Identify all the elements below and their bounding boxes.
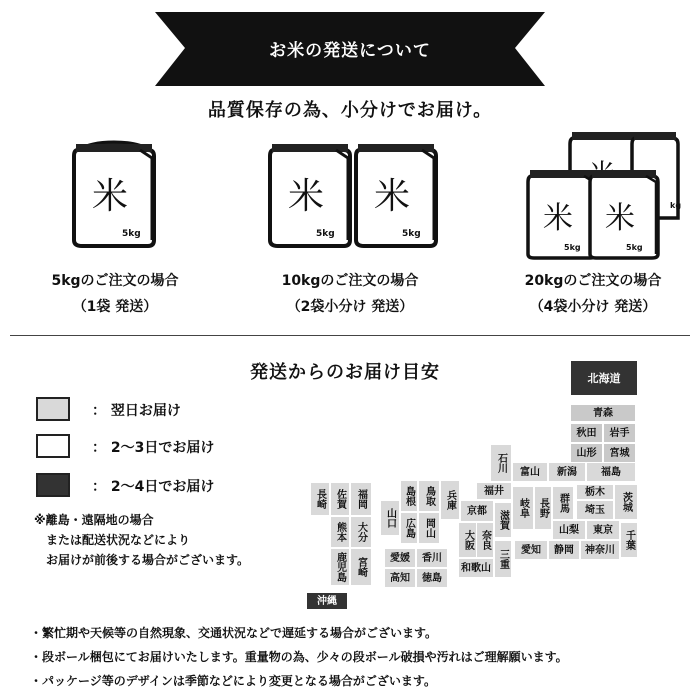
pref-shimane: 島根 (400, 480, 418, 512)
pref-yamaguchi: 山口 (380, 500, 400, 536)
pref-nagano: 長野 (534, 486, 552, 530)
footnote-line: ・パッケージ等のデザインは季節などにより変更となる場合がございます。 (30, 674, 436, 688)
pref-chiba: 千葉 (620, 522, 638, 558)
pref-akita: 秋田 (570, 423, 603, 443)
pref-saga: 佐賀 (330, 482, 350, 516)
page-title: お米の発送について (269, 41, 431, 61)
svg-text:5kg: 5kg (402, 229, 421, 239)
legend-swatch-2-3-days (36, 434, 70, 458)
pref-aomori: 青森 (570, 404, 636, 422)
legend-label-2-3-days: ： 2～3日でお届け (92, 440, 215, 456)
pref-kagawa: 香川 (416, 548, 448, 568)
pref-tokyo: 東京 (586, 520, 620, 540)
legend-label-2-4-days: ： 2～4日でお届け (92, 479, 215, 495)
pref-miyagi: 宮城 (603, 443, 636, 463)
pref-miyazaki: 宮崎 (350, 548, 372, 586)
pref-gifu: 岐阜 (512, 486, 534, 530)
option-sub-20kg: （4袋小分け 発送） (529, 299, 657, 315)
rice-bag (70, 140, 158, 252)
pref-nara: 奈良 (476, 522, 494, 558)
option-title-20kg: 20kgのご注文の場合 (524, 273, 662, 289)
pref-kumamoto: 熊本 (330, 516, 350, 548)
pref-toyama: 富山 (512, 462, 548, 482)
pref-ibaraki: 茨城 (614, 484, 638, 520)
pref-shizuoka: 静岡 (548, 540, 580, 560)
option-sub-5kg: （1袋 発送） (72, 299, 158, 315)
pref-mie: 三重 (494, 540, 512, 578)
remote-note-line: お届けが前後する場合がございます。 (46, 553, 250, 567)
pref-yamanashi: 山梨 (552, 520, 586, 540)
pref-aichi: 愛知 (514, 540, 548, 560)
pref-kyoto: 京都 (460, 500, 494, 522)
pref-gunma: 群馬 (552, 486, 574, 520)
pref-hiroshima: 広島 (400, 512, 418, 544)
footnote-line: ・段ボール梱包にてお届けいたします。重量物の為、少々の段ボール破損や汚れはご理解願います。 (30, 650, 568, 664)
pref-hyogo: 兵庫 (440, 480, 460, 520)
option-title-10kg: 10kgのご注文の場合 (281, 273, 419, 289)
svg-text:米: 米 (91, 176, 129, 217)
svg-text:米: 米 (373, 176, 411, 217)
pref-tottori: 鳥取 (418, 480, 440, 512)
rice-bag (268, 140, 438, 252)
pref-tochigi: 栃木 (576, 484, 614, 500)
option-sub-10kg: （2袋小分け 発送） (286, 299, 414, 315)
legend-label-next-day: ： 翌日お届け (92, 403, 181, 419)
svg-text:米: 米 (287, 176, 325, 217)
remote-note-line: ※離島・遠隔地の場合 (34, 513, 154, 527)
pref-kagoshima: 鹿児島 (330, 548, 350, 586)
option-title-5kg: 5kgのご注文の場合 (51, 273, 179, 289)
pref-fukui: 福井 (476, 482, 512, 500)
pref-tokushima: 徳島 (416, 568, 448, 588)
svg-text:kg: kg (670, 201, 682, 210)
svg-text:米: 米 (543, 201, 573, 236)
pref-saitama: 埼玉 (576, 500, 614, 520)
svg-text:5kg: 5kg (122, 229, 141, 239)
pref-okinawa: 沖縄 (306, 592, 348, 610)
rice-bag-icon (522, 128, 682, 260)
pref-iwate: 岩手 (603, 423, 636, 443)
rice-bag (522, 128, 682, 260)
legend-swatch-2-4-days (36, 473, 70, 497)
pref-oita: 大分 (350, 516, 372, 548)
svg-text:5kg: 5kg (564, 243, 581, 252)
rice-bag-icon (70, 140, 158, 252)
pref-wakayama: 和歌山 (458, 558, 494, 578)
rice-bag-icon (268, 140, 438, 252)
pref-kochi: 高知 (384, 568, 416, 588)
remote-note-line: または配送状況などにより (46, 533, 191, 547)
svg-text:5kg: 5kg (316, 229, 335, 239)
pref-shiga: 滋賀 (494, 502, 512, 538)
pref-nagasaki: 長崎 (310, 482, 330, 516)
legend-swatch-next-day (36, 397, 70, 421)
svg-text:5kg: 5kg (626, 243, 643, 252)
pref-ehime: 愛媛 (384, 548, 416, 568)
pref-osaka: 大阪 (458, 522, 478, 558)
pref-yamagata: 山形 (570, 443, 603, 463)
pref-okayama: 岡山 (418, 512, 440, 544)
pref-fukuoka: 福岡 (350, 482, 372, 516)
section-divider (10, 335, 690, 336)
page-subtitle: 品質保存の為、小分けでお届け。 (207, 100, 493, 121)
svg-text:米: 米 (605, 201, 635, 236)
pref-hokkaido: 北海道 (570, 360, 638, 396)
delivery-title: 発送からのお届け目安 (250, 362, 440, 383)
pref-ishikawa: 石川 (490, 444, 512, 482)
pref-kanagawa: 神奈川 (580, 540, 620, 560)
footnote-line: ・繁忙期や天候等の自然現象、交通状況などで遅延する場合がございます。 (30, 626, 438, 640)
pref-niigata: 新潟 (548, 462, 586, 482)
pref-fukushima: 福島 (586, 462, 636, 482)
